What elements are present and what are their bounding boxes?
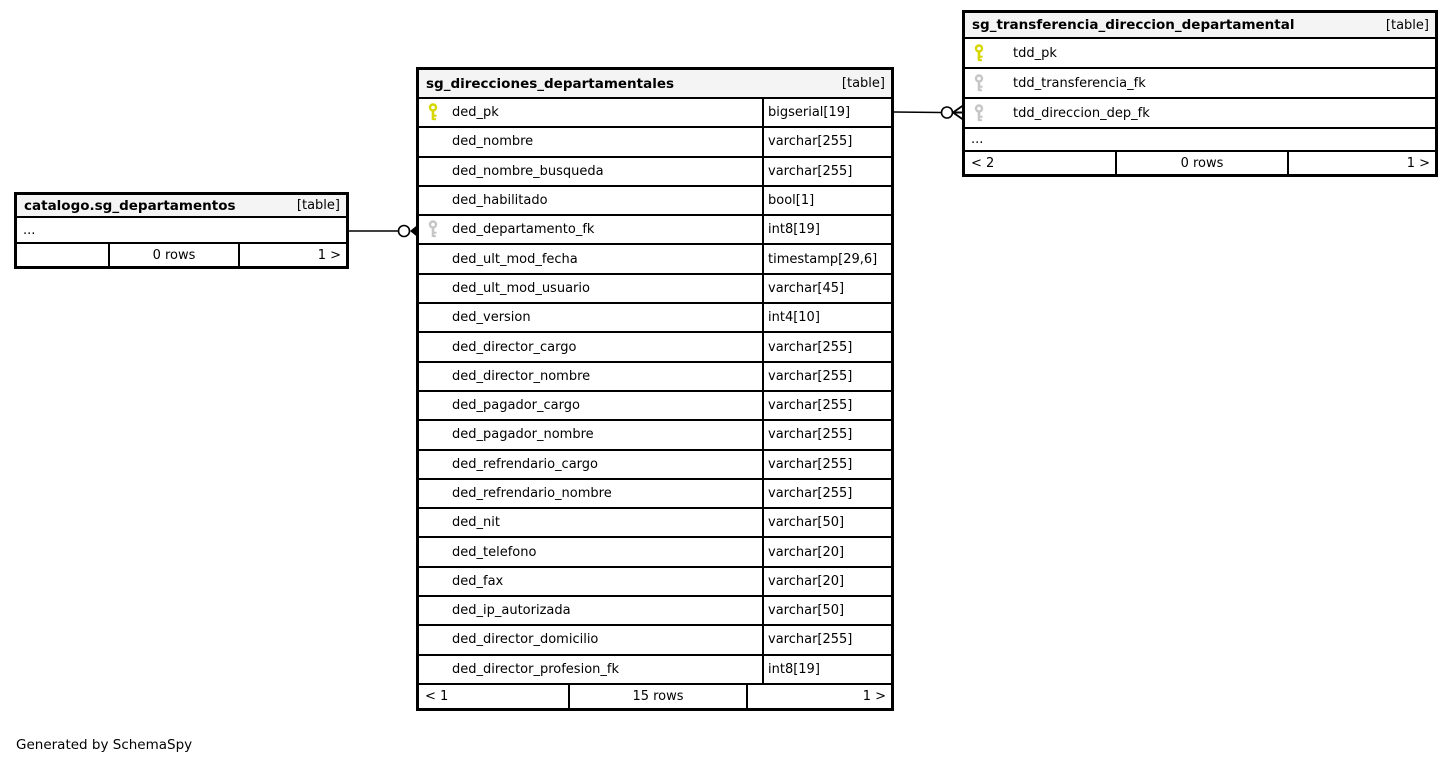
column-row-ded_nombre_busqueda: [419, 158, 891, 187]
column-name-cell: [419, 421, 762, 448]
column-type: varchar[20]: [762, 568, 891, 595]
column-name-cell: [419, 216, 762, 243]
column-row-ded_pagador_cargo: [419, 392, 891, 421]
key-icon-spacer: [427, 543, 440, 562]
ellipsis-row: [965, 129, 1435, 152]
column-row-tdd_transferencia_fk: [965, 69, 1435, 99]
column-name-cell: [419, 656, 762, 683]
table-header[interactable]: [17, 195, 346, 218]
column-type: varchar[255]: [762, 451, 891, 478]
footer-row-count: 0 rows: [1115, 152, 1289, 174]
column-type: int8[19]: [762, 216, 891, 243]
column-name: ded_director_cargo: [452, 339, 577, 355]
table-title[interactable]: sg_direcciones_departamentales: [426, 75, 675, 92]
column-name-cell: [419, 245, 762, 272]
column-row-ded_telefono: [419, 538, 891, 567]
column-name: ded_nombre: [452, 134, 534, 150]
footer-children: 1 >: [317, 247, 341, 263]
column-name-cell: [419, 597, 762, 624]
table-type-tag: [table]: [841, 76, 885, 91]
column-name-cell: [965, 129, 1435, 150]
table-type-tag: [table]: [296, 198, 340, 213]
key-icon-spacer: [427, 250, 440, 269]
column-name-cell: [965, 99, 1435, 127]
column-name-cell: [419, 626, 762, 653]
fk-connector-departamento: [349, 225, 418, 238]
hidden-columns-ellipsis: ...: [971, 132, 984, 147]
table-header[interactable]: [419, 70, 891, 99]
footer-children: 1 >: [862, 688, 886, 704]
column-name-cell: [419, 275, 762, 302]
column-type: varchar[255]: [762, 158, 891, 185]
column-name: ded_nit: [452, 515, 500, 531]
column-name: ded_director_nombre: [452, 368, 591, 384]
footer-row-count: 0 rows: [108, 244, 240, 266]
column-name: tdd_transferencia_fk: [1013, 75, 1146, 91]
column-row-ded_director_nombre: [419, 363, 891, 392]
column-name-cell: [965, 39, 1435, 67]
column-name: tdd_direccion_dep_fk: [1013, 105, 1150, 121]
column-name-cell: [419, 128, 762, 155]
column-type: varchar[255]: [762, 128, 891, 155]
column-name-cell: [419, 187, 762, 214]
table-title[interactable]: catalogo.sg_departamentos: [24, 197, 236, 214]
column-name: ded_ult_mod_fecha: [452, 251, 578, 267]
column-row-ded_nombre: [419, 128, 891, 157]
foreign-key-icon: [973, 74, 986, 93]
hidden-columns-ellipsis: ...: [23, 222, 36, 238]
column-name-cell: [419, 568, 762, 595]
column-type: varchar[45]: [762, 275, 891, 302]
column-row-ded_refrendario_nombre: [419, 480, 891, 509]
fk-connector-direccion-dep: [894, 106, 963, 120]
column-type: varchar[255]: [762, 421, 891, 448]
footer-parents: [17, 244, 108, 266]
foreign-key-icon: [427, 220, 440, 239]
column-row-ded_refrendario_cargo: [419, 451, 891, 480]
table-footer: [965, 152, 1435, 174]
column-name: ded_habilitado: [452, 193, 548, 209]
key-icon-spacer: [427, 513, 440, 532]
column-type: int8[19]: [762, 656, 891, 683]
column-row-ded_version: [419, 304, 891, 333]
key-icon-spacer: [427, 601, 440, 620]
column-type: varchar[50]: [762, 509, 891, 536]
key-icon-spacer: [427, 162, 440, 181]
column-row-ded_director_profesion_fk: [419, 656, 891, 685]
column-type: varchar[20]: [762, 538, 891, 565]
key-icon-spacer: [427, 660, 440, 679]
table-node-sg-direcciones-departamentales[interactable]: [416, 67, 894, 711]
column-name: ded_pagador_cargo: [452, 398, 580, 414]
column-name-cell: [419, 509, 762, 536]
table-footer: [419, 685, 891, 708]
column-row-ded_pk: [419, 99, 891, 128]
column-name-cell: [419, 538, 762, 565]
column-row-ded_nit: [419, 509, 891, 538]
key-icon-spacer: [427, 132, 440, 151]
key-icon-spacer: [427, 425, 440, 444]
footer-parents: < 1: [425, 688, 449, 704]
column-name-cell: [17, 218, 35, 242]
column-row-ded_director_cargo: [419, 333, 891, 362]
column-type: bool[1]: [762, 187, 891, 214]
column-type: varchar[50]: [762, 597, 891, 624]
footer-parents: < 2: [971, 155, 995, 171]
column-type: bigserial[19]: [762, 99, 891, 126]
footer-children: 1 >: [1406, 155, 1430, 171]
column-row-ded_director_domicilio: [419, 626, 891, 655]
column-type: varchar[255]: [762, 333, 891, 360]
key-icon-spacer: [427, 191, 440, 210]
column-name-cell: [419, 99, 762, 126]
table-header[interactable]: [965, 13, 1435, 39]
key-icon-spacer: [427, 308, 440, 327]
column-name: ded_nombre_busqueda: [452, 163, 604, 179]
zero-cardinality-circle: [942, 107, 953, 118]
column-name-cell: [419, 451, 762, 478]
key-icon-spacer: [427, 367, 440, 386]
column-row-ded_departamento_fk: [419, 216, 891, 245]
column-name-cell: [419, 333, 762, 360]
column-row-tdd_direccion_dep_fk: [965, 99, 1435, 129]
generated-by-caption: Generated by SchemaSpy: [16, 737, 193, 753]
key-icon-spacer: [427, 630, 440, 649]
column-name: tdd_pk: [1013, 45, 1057, 61]
key-icon-spacer: [427, 572, 440, 591]
key-icon-spacer: [427, 396, 440, 415]
column-type: varchar[255]: [762, 363, 891, 390]
primary-key-icon: [427, 103, 440, 122]
column-row-tdd_pk: [965, 39, 1435, 69]
key-icon-spacer: [427, 279, 440, 298]
column-name-cell: [419, 158, 762, 185]
column-name: ded_director_profesion_fk: [452, 661, 619, 677]
zero-cardinality-circle: [399, 226, 410, 237]
column-name: ded_pagador_nombre: [452, 427, 594, 443]
column-rows: [965, 39, 1435, 152]
ellipsis-row: [17, 218, 346, 244]
column-rows: [17, 218, 346, 244]
column-name-cell: [419, 392, 762, 419]
column-row-ded_ult_mod_fecha: [419, 245, 891, 274]
column-name-cell: [419, 304, 762, 331]
column-row-ded_ip_autorizada: [419, 597, 891, 626]
column-name-cell: [965, 69, 1435, 97]
column-name: ded_refrendario_nombre: [452, 486, 612, 501]
column-name: ded_ip_autorizada: [452, 603, 571, 619]
foreign-key-icon: [973, 104, 986, 123]
footer-row-count: 15 rows: [568, 685, 748, 708]
primary-key-icon: [973, 44, 986, 63]
table-node-catalogo-sg-departamentos[interactable]: [14, 192, 349, 269]
table-type-tag: [table]: [1385, 17, 1429, 33]
column-name: ded_pk: [452, 105, 499, 121]
column-row-ded_fax: [419, 568, 891, 597]
column-name: ded_departamento_fk: [452, 222, 595, 238]
column-row-ded_pagador_nombre: [419, 421, 891, 450]
column-name: ded_fax: [452, 573, 504, 589]
table-title[interactable]: sg_transferencia_direccion_departamental: [972, 17, 1295, 33]
table-node-sg-transferencia-direccion-departamental[interactable]: [962, 10, 1438, 177]
column-name: ded_version: [452, 310, 531, 326]
column-type: varchar[255]: [762, 392, 891, 419]
column-rows: [419, 99, 891, 685]
column-name-cell: [419, 480, 762, 507]
key-icon-spacer: [427, 455, 440, 474]
key-icon-spacer: [427, 338, 440, 357]
key-icon-spacer: [427, 484, 440, 503]
column-type: timestamp[29,6]: [762, 245, 891, 272]
column-type: varchar[255]: [762, 626, 891, 653]
column-type: varchar[255]: [762, 480, 891, 507]
column-type: int4[10]: [762, 304, 891, 331]
column-name: ded_telefono: [452, 544, 537, 560]
column-name: ded_ult_mod_usuario: [452, 280, 590, 296]
column-row-ded_habilitado: [419, 187, 891, 216]
column-name: ded_refrendario_cargo: [452, 456, 598, 472]
table-footer: [17, 244, 346, 266]
column-name: ded_director_domicilio: [452, 632, 599, 648]
column-name-cell: [419, 363, 762, 390]
column-row-ded_ult_mod_usuario: [419, 275, 891, 304]
